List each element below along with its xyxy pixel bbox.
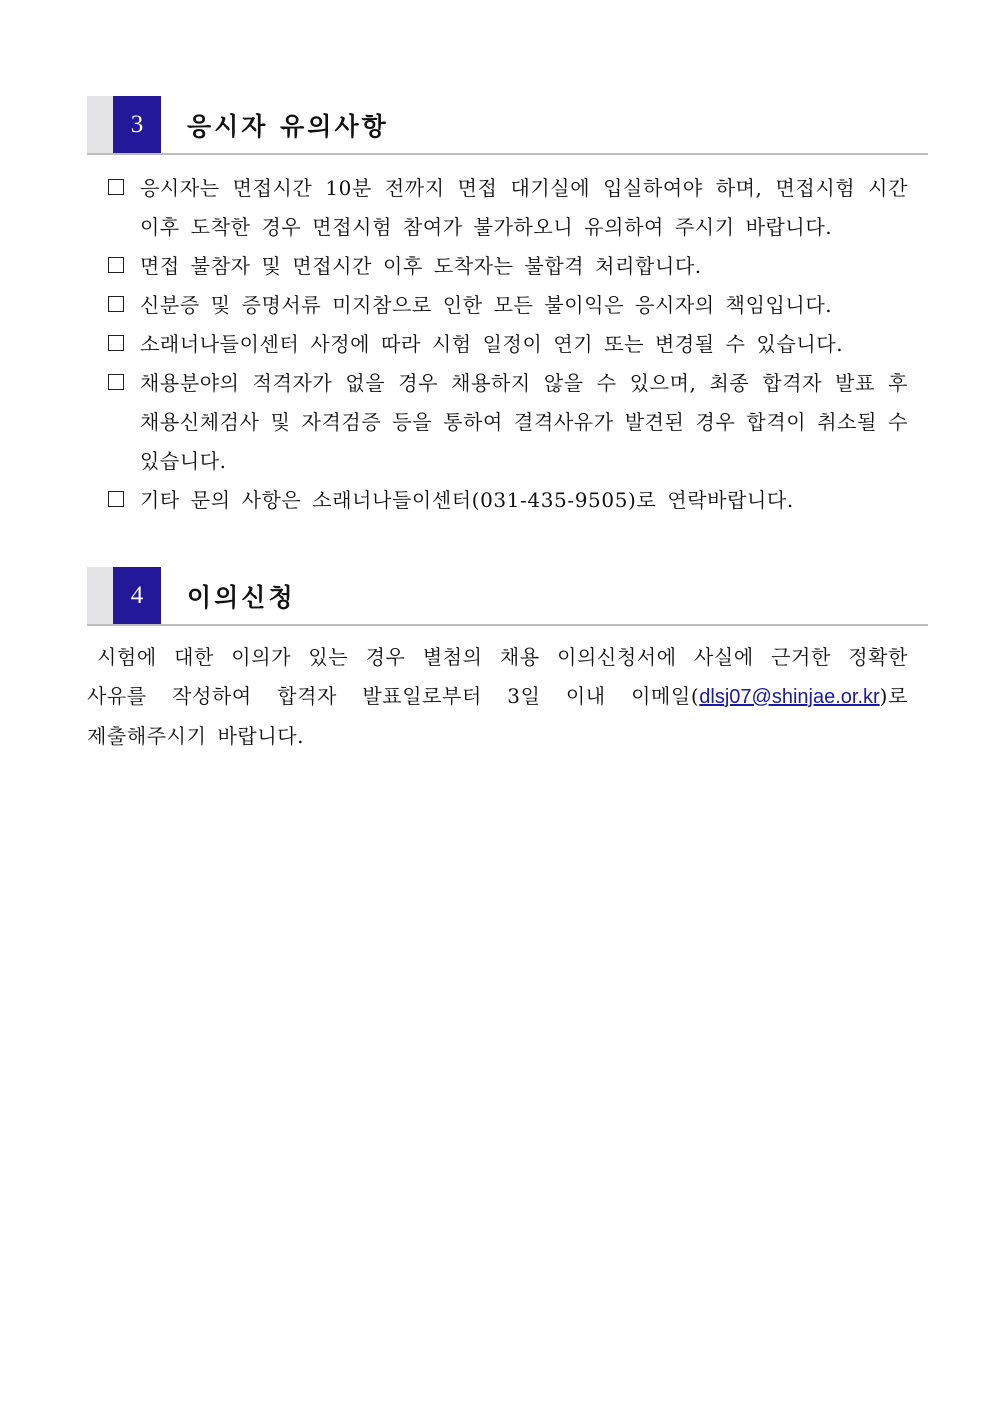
- section-number: 4: [130, 582, 144, 609]
- section-number-badge: [113, 567, 161, 625]
- checkbox-icon: [108, 491, 124, 507]
- list-item-text: 면접 불참자 및 면접시간 이후 도착자는 불합격 처리합니다.: [140, 254, 702, 278]
- checkbox-icon: [108, 257, 124, 273]
- section-title: 이의신청: [187, 583, 296, 612]
- header-divider: [87, 624, 928, 626]
- section-title: 응시자 유의사항: [187, 112, 389, 141]
- list-item-text: 기타 문의 사항은 소래너나들이센터(031-435-9505)로 연락바랍니다.: [140, 488, 794, 512]
- list-item: [108, 169, 908, 247]
- list-item: [108, 481, 908, 520]
- checkbox-icon: [108, 335, 124, 351]
- list-item: [108, 325, 908, 364]
- section-4-header: [87, 567, 928, 625]
- header-accent-bar: [87, 96, 113, 154]
- list-item-text: 채용분야의 적격자가 없을 경우 채용하지 않을 수 있으며, 최종 합격자 발표 후 채용신체검사 및 자격검증 등을 통하여 결격사유가 발견된 경우 합격이 취소될 수 있습니다.: [140, 371, 908, 473]
- header-divider: [87, 153, 928, 155]
- email-link[interactable]: dlsj07@shinjae.or.kr: [699, 686, 880, 708]
- paragraph-text-before: 시험에 대한 이의가 있는 경우 별첨의 채용 이의신청서에 사실에 근거한 정확한 사유를 작성하여 합격자 발표일로부터 3일 이내 이메일(: [87, 645, 908, 708]
- section-number-badge: [113, 96, 161, 154]
- header-accent-bar: [87, 567, 113, 625]
- list-item-text: 신분증 및 증명서류 미지참으로 인한 모든 불이익은 응시자의 책임입니다.: [140, 293, 833, 317]
- checkbox-icon: [108, 179, 124, 195]
- paragraph-text-after: )로 제출해주시기 바랍니다.: [87, 684, 908, 748]
- list-item-text: 응시자는 면접시간 10분 전까지 면접 대기실에 입실하여야 하며, 면접시험 시간 이후 도착한 경우 면접시험 참여가 불가하오니 유의하여 주시기 바랍니다.: [140, 176, 908, 239]
- section-number: 3: [130, 111, 144, 138]
- list-item: [108, 247, 908, 286]
- objection-paragraph: [87, 638, 908, 756]
- list-item: [108, 286, 908, 325]
- checkbox-icon: [108, 374, 124, 390]
- checkbox-icon: [108, 296, 124, 312]
- list-item-text: 소래너나들이센터 사정에 따라 시험 일정이 연기 또는 변경될 수 있습니다.: [140, 332, 844, 356]
- notice-list: [108, 169, 908, 520]
- section-3-header: [87, 96, 928, 154]
- list-item: [108, 364, 908, 481]
